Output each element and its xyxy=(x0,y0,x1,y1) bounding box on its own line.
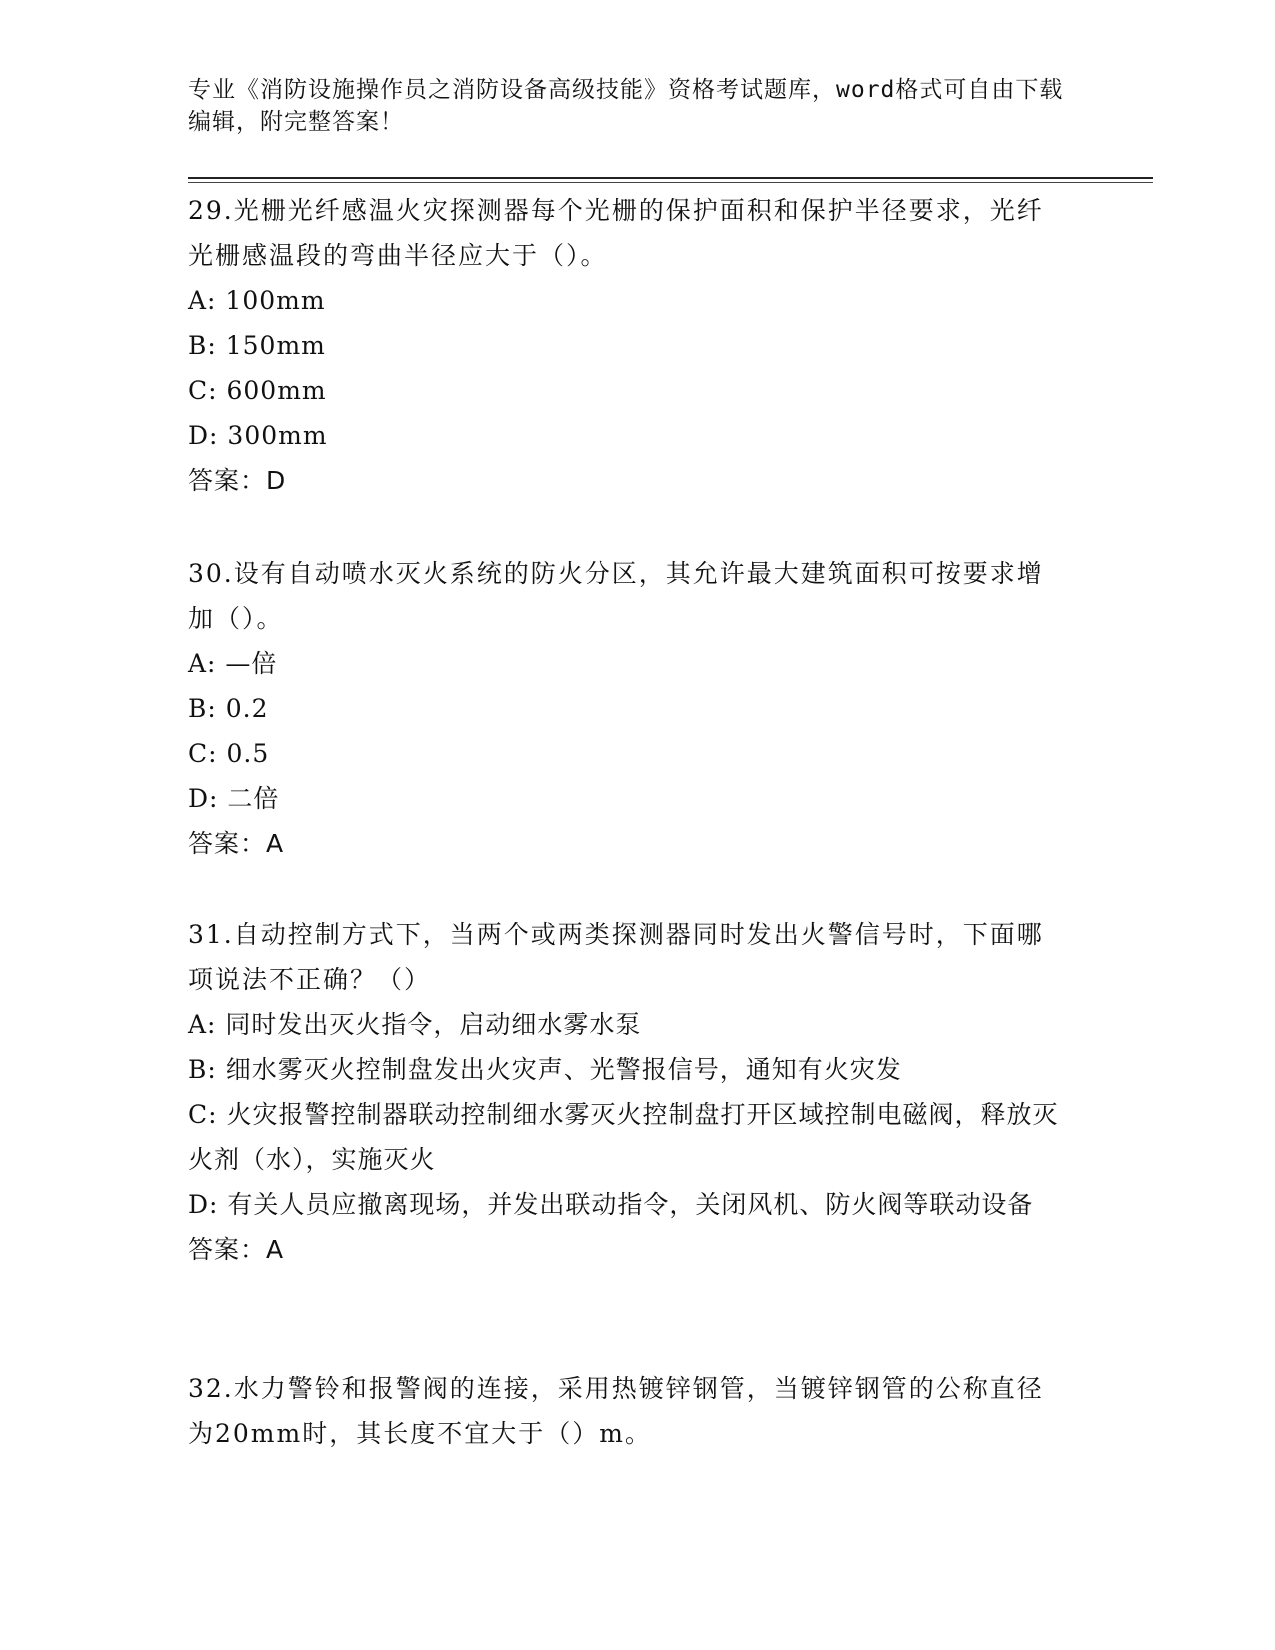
answer: 答案：A xyxy=(188,1235,285,1264)
option-c: C: 火灾报警控制器联动控制细水雾灭火控制盘打开区域控制电磁阀，释放灭火剂（水），实施灭火 xyxy=(188,1100,1059,1174)
option-d: D: 300mm xyxy=(188,421,328,450)
question-30 xyxy=(188,551,1068,866)
option-b: B: 细水雾灭火控制盘发出火灾声、光警报信号，通知有火灾发 xyxy=(188,1055,902,1084)
question-stem: 30.设有自动喷水灭火系统的防火分区，其允许最大建筑面积可按要求增加（）。 xyxy=(188,559,1044,633)
answer: 答案：A xyxy=(188,829,285,858)
answer: 答案：D xyxy=(188,466,287,495)
option-a: A: 100mm xyxy=(188,286,326,315)
option-d: D: 有关人员应撤离现场，并发出联动指令，关闭风机、防火阀等联动设备 xyxy=(188,1190,1034,1219)
question-32 xyxy=(188,1366,1068,1456)
option-c: C: 0.5 xyxy=(188,739,270,768)
option-a: A: 同时发出灭火指令，启动细水雾水泵 xyxy=(188,1010,642,1039)
question-29 xyxy=(188,188,1068,503)
question-stem: 31.自动控制方式下，当两个或两类探测器同时发出火警信号时，下面哪项说法不正确？（） xyxy=(188,920,1044,994)
option-d: D: 二倍 xyxy=(188,784,280,813)
document-header: 专业《消防设施操作员之消防设备高级技能》资格考试题库，word格式可自由下载编辑，附完整答案！ xyxy=(188,77,1064,135)
option-c: C: 600mm xyxy=(188,376,327,405)
header-divider-thin xyxy=(188,182,1153,183)
option-a: A: —倍 xyxy=(188,649,278,678)
question-stem: 32.水力警铃和报警阀的连接，采用热镀锌钢管，当镀锌钢管的公称直径为20mm时，其长度不宜大于（）m。 xyxy=(188,1374,1044,1448)
question-31 xyxy=(188,912,1068,1272)
header-divider-thick xyxy=(188,177,1153,179)
option-b: B: 150mm xyxy=(188,331,326,360)
question-stem: 29.光栅光纤感温火灾探测器每个光栅的保护面积和保护半径要求，光纤光栅感温段的弯曲半径应大于（）。 xyxy=(188,196,1044,270)
option-b: B: 0.2 xyxy=(188,694,269,723)
